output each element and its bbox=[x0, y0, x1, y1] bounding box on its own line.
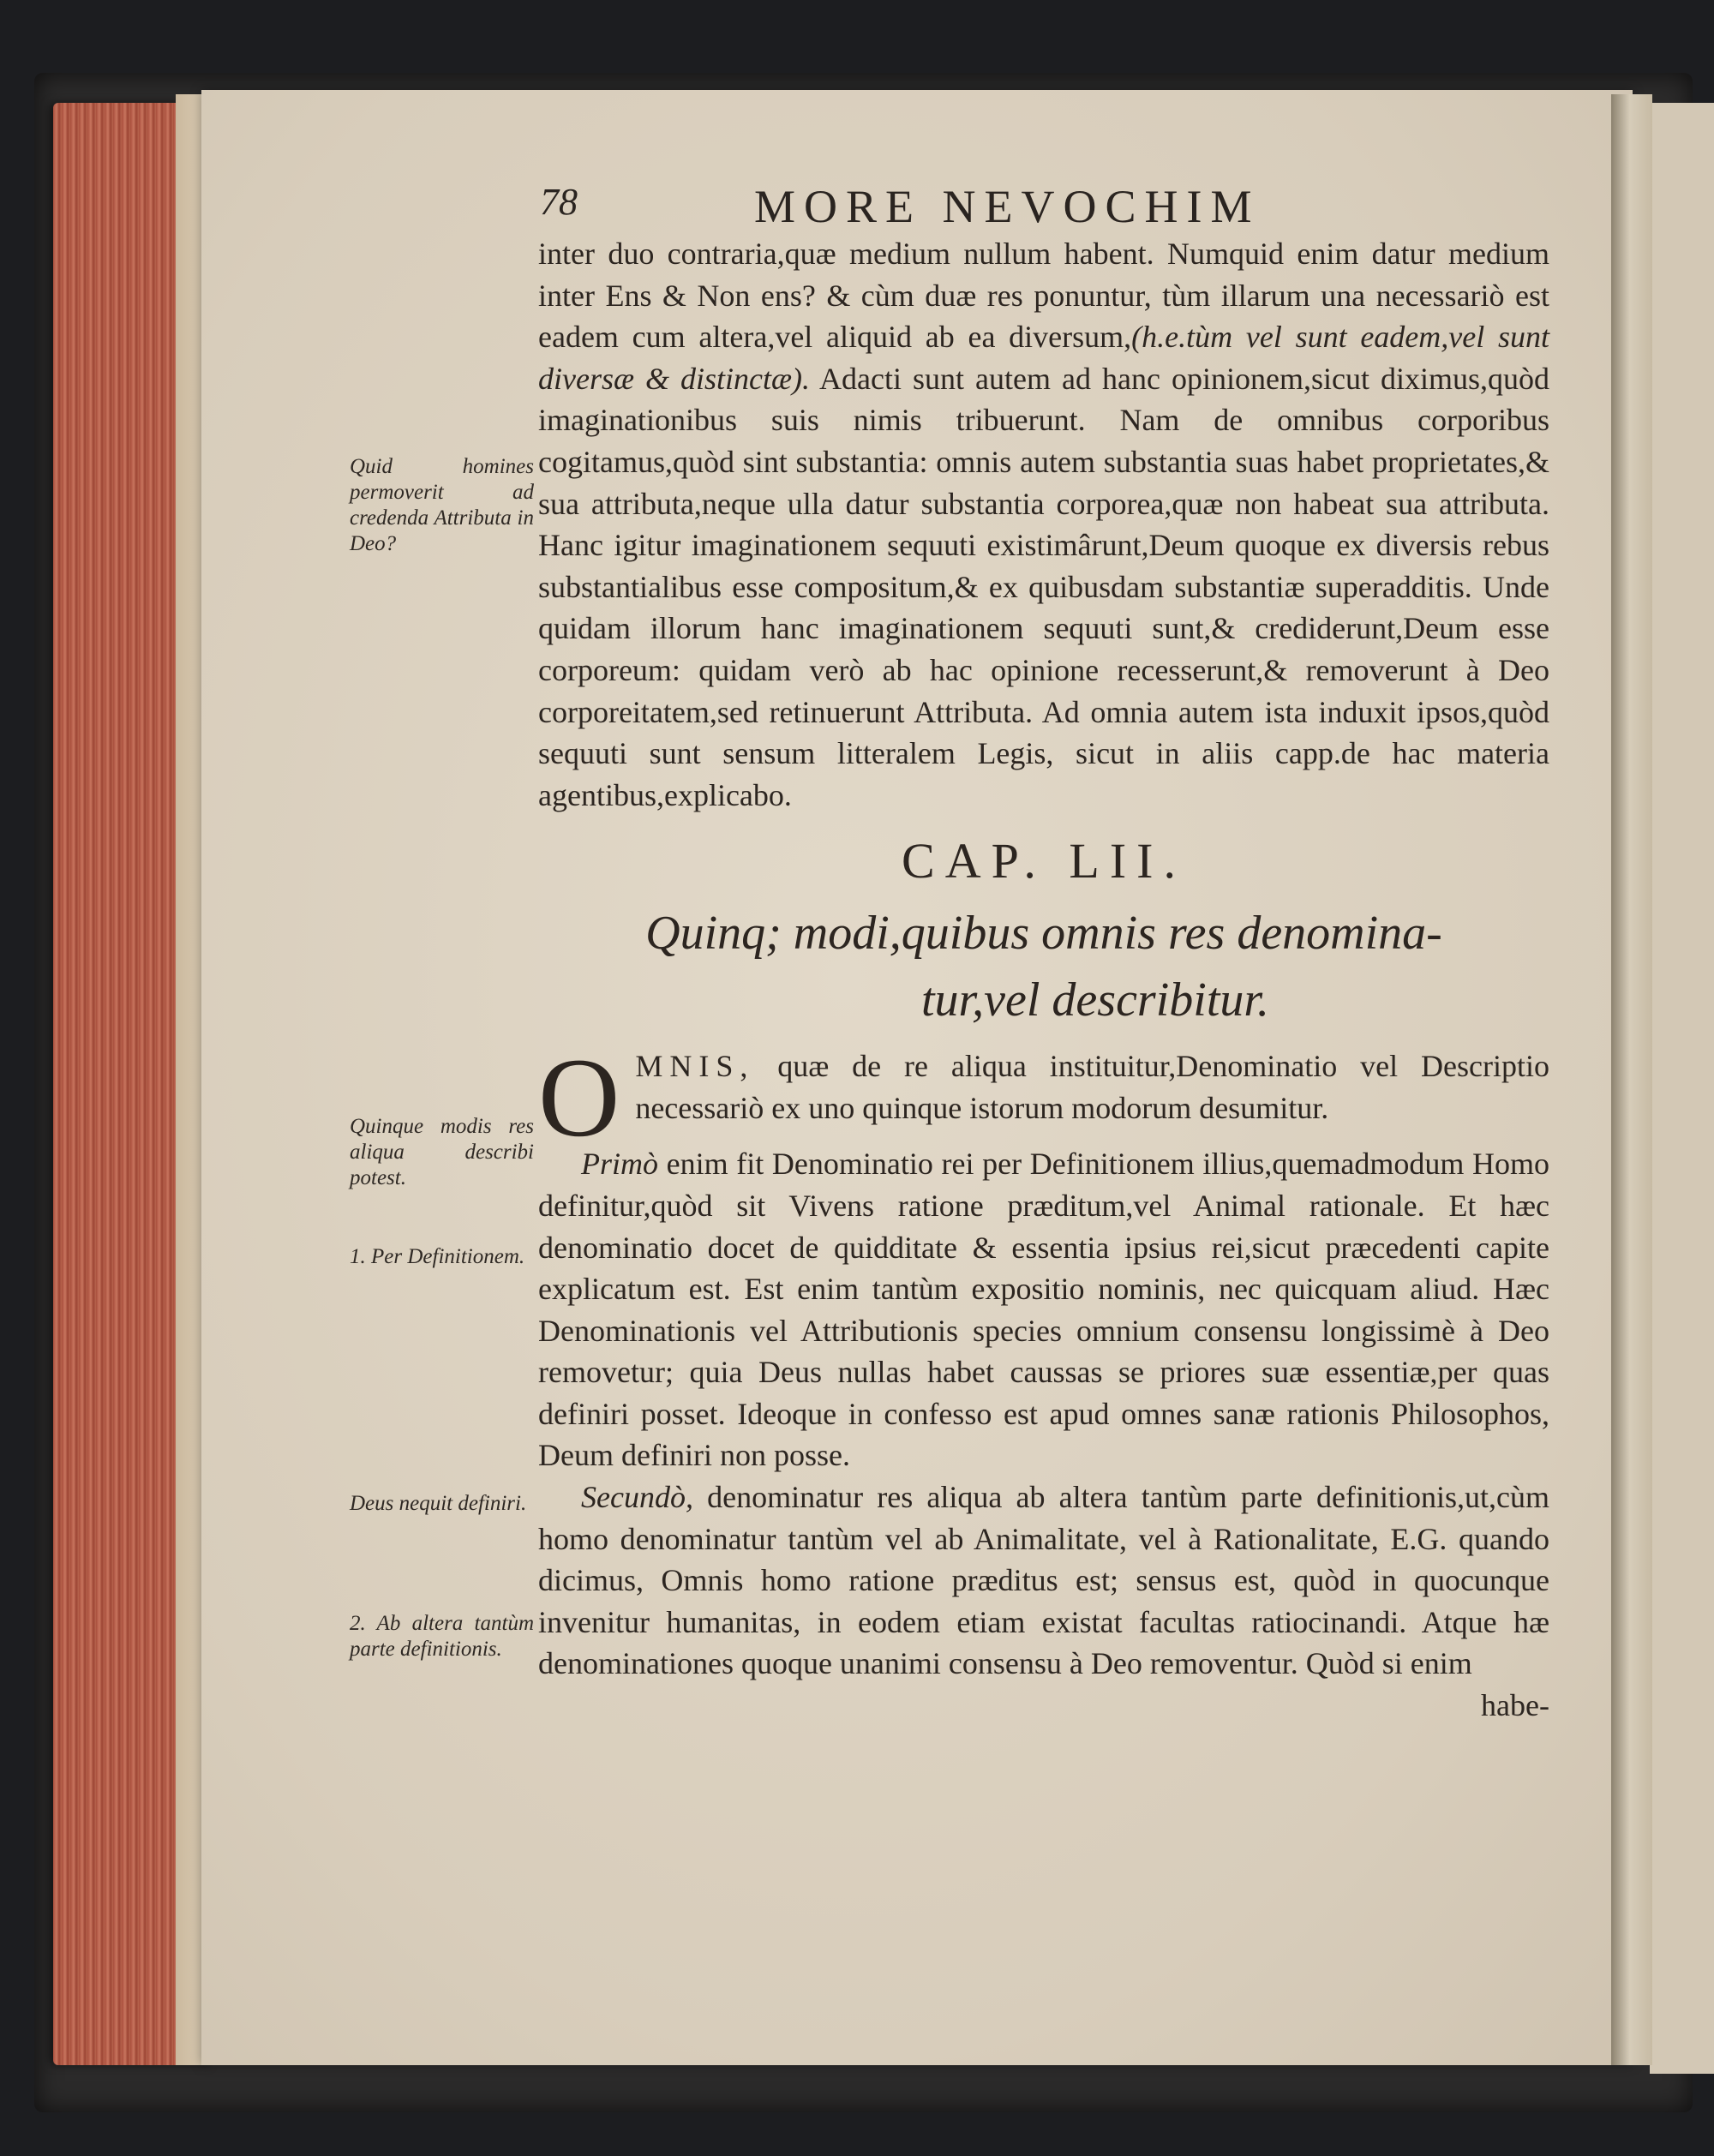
chapter-title: CAP. LII. bbox=[902, 833, 1186, 889]
paragraph: Primò enim fit Denominatio rei per Definitionem illius,quemadmodum Homo definitur,quòd sit Vivens ratione præditum,vel Animal rationale. Et hæc denominatio docet de quidditate & essentia ipsius rei,sicut præcedenti capite explicatum est. Est enim tantùm expositio nominis, nec quicquam aliud. Hæc Denominationis vel Attributionis species omnium consensu longissimè à Deo removetur; quia Deus nullas habet caussas se priores suæ essentiæ,per quas definiri posset. Ideoque in confesso est apud omnes sanæ rationis Philosophos, Deum definiri non posse. bbox=[538, 1147, 1549, 1473]
paragraph: Secundò, denominatur res aliqua ab altera tantùm parte definitionis,ut,cùm homo denominatur tantùm vel ab Animalitate, vel à Rationalitate, E.G. quando dicimus, Omnis homo ratione præditus est; sensus est, quòd in quocunque invenitur humanitas, in eodem etiam existat facultas ratiocinandi. Atque hæ denominationes quoque unanimi consensu à Deo removentur. Quòd si enim bbox=[538, 1480, 1549, 1681]
main-text bbox=[538, 233, 1549, 1727]
paragraph: OMNIS, quæ de re aliqua instituitur,Denominatio vel Descriptio necessariò ex uno quinque istorum modorum desumitur. bbox=[538, 1034, 1549, 1161]
margin-note: 1. Per Definitionem. bbox=[350, 1245, 525, 1268]
catchword: habe- bbox=[1481, 1688, 1549, 1723]
running-title: MORE NEVOCHIM bbox=[754, 181, 1261, 232]
margin-note: 2. Ab altera tantùm parte definitionis. bbox=[350, 1612, 534, 1661]
margin-note: Deus nequit definiri. bbox=[350, 1492, 527, 1515]
paragraph: inter duo contraria,quæ medium nullum habent. Numquid enim datur medium inter Ens & Non ens? & cùm duæ res ponuntur, tùm illarum una necessariò est eadem cum altera,vel aliquid ab ea diversum,(h.e.tùm vel sunt eadem,vel sunt diversæ & distinctæ). Adacti sunt autem ad hanc opinionem,sicut diximus,quòd imaginationibus suis nimis tribuerunt. Nam de omnibus corporibus cogitamus,quòd sint substantia: omnis autem substantia suas habet proprietates,& sua attributa,neque ulla datur substantia corporea,quæ non habeat sua attributa. Hanc igitur imaginationem sequuti existimârunt,Deum quoque ex diversis rebus substantialibus esse compositum,& ex quibusdam substantiæ superadditis. Unde quidam illorum hanc imaginationem sequuti sunt,& crediderunt,Deum esse corporeum: quidam verò ab hac opinione recesserunt,& removerunt à Deo corporeitatem,sed retinuerunt Attributa. Ad omnia autem ista induxit ipsos,quòd sequuti sunt sensum litteralem Legis, sicut in aliis capp.de hac materia agentibus,explicabo. bbox=[538, 237, 1550, 812]
facing-page bbox=[1650, 103, 1714, 2074]
page-number: 78 bbox=[540, 181, 578, 223]
page-header bbox=[540, 180, 1568, 231]
drop-cap: O bbox=[538, 1034, 620, 1161]
margin-note: Quid homines permoverit ad credenda Attributa in Deo? bbox=[350, 455, 534, 555]
margin-note: Quinque modis res aliqua describi potest. bbox=[350, 1115, 534, 1189]
book-gutter bbox=[1611, 94, 1652, 2065]
chapter-subtitle: Quinq; modi,quibus omnis res denomina- tur,vel describitur. bbox=[645, 907, 1442, 1027]
